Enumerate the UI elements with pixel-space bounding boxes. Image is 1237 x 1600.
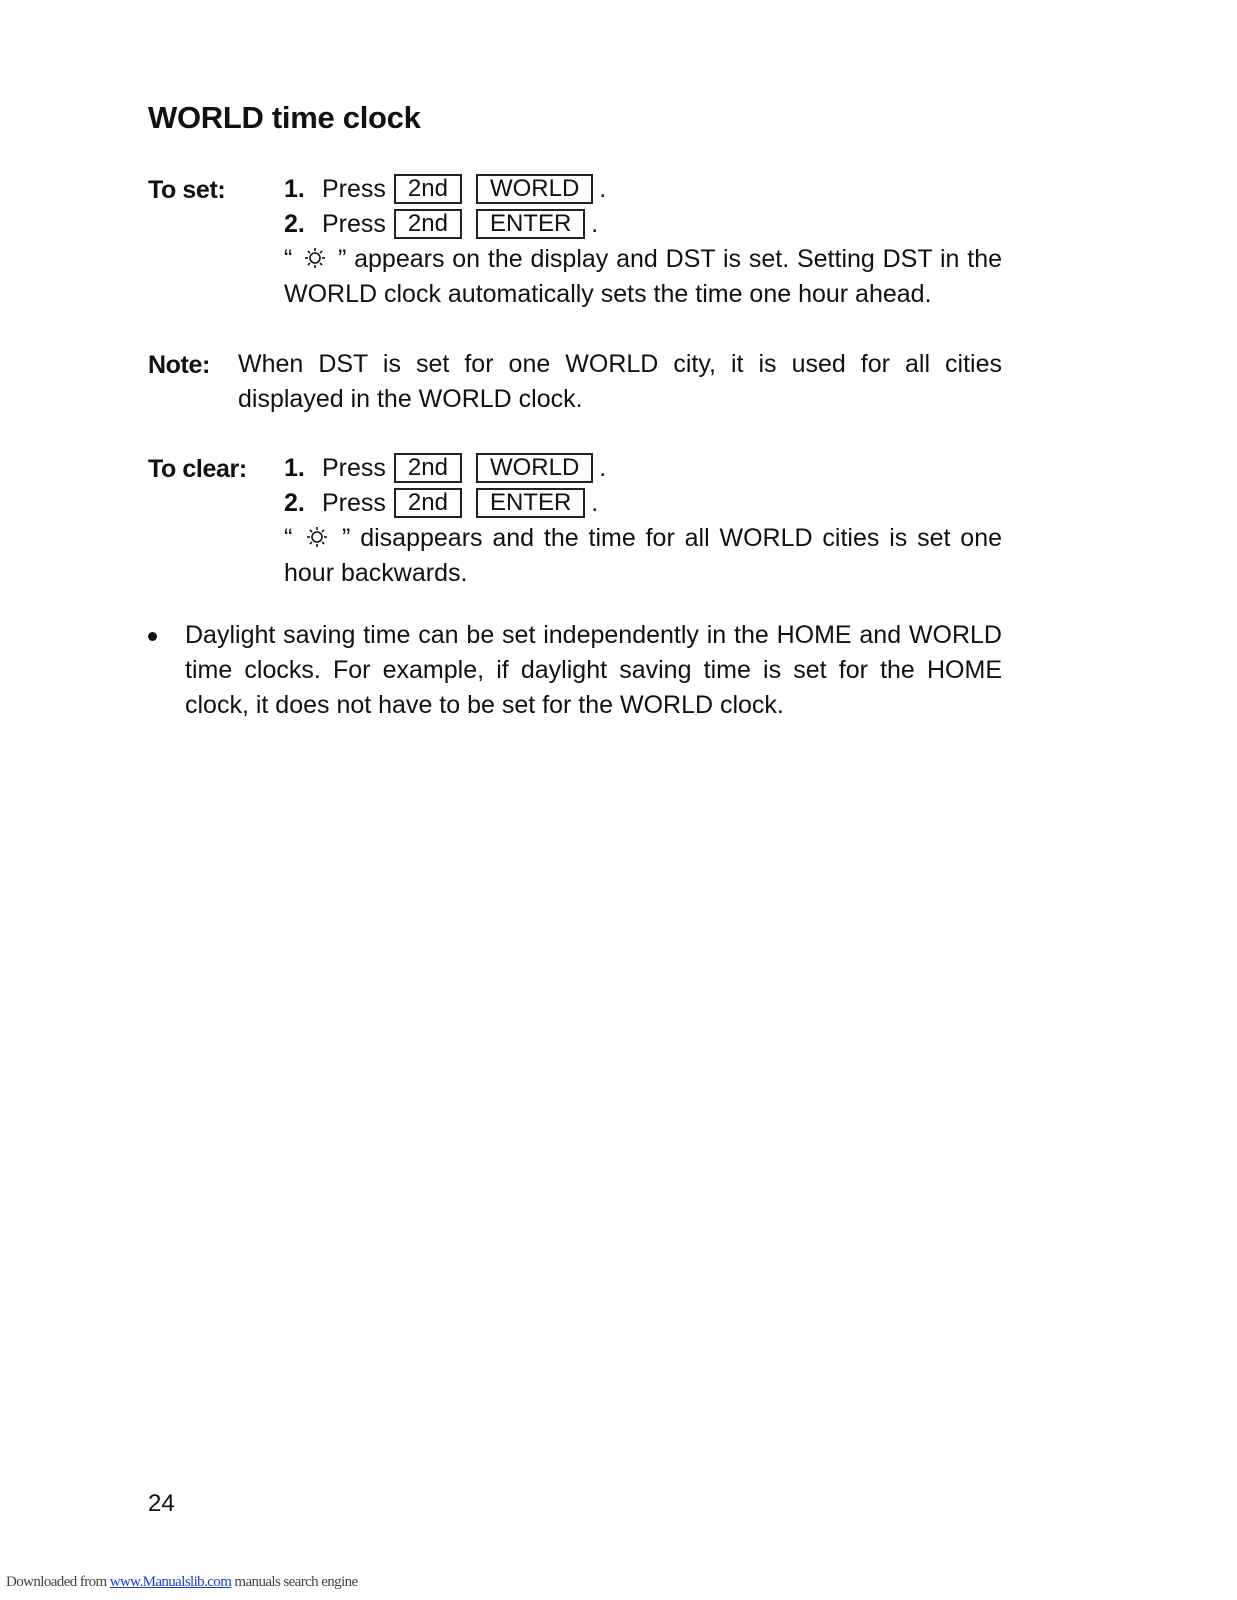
step-end: . (599, 175, 607, 203)
key-2nd: 2nd (394, 209, 462, 239)
key-world: WORLD (476, 453, 593, 483)
set-description-text: ” appears on the display and DST is set. Setting DST in the WORLD clock automatically sets the time one hour ahead. (284, 245, 1003, 308)
step-text: Press (322, 175, 386, 203)
step-end: . (591, 210, 599, 238)
open-quote: “ (284, 524, 293, 552)
step-number: 2. (284, 210, 305, 238)
step-number: 1. (284, 454, 305, 482)
page-number: 24 (148, 1490, 175, 1517)
key-2nd: 2nd (394, 453, 462, 483)
footer-link[interactable]: www.Manualslib.com (109, 1574, 232, 1590)
key-2nd: 2nd (394, 488, 462, 518)
sun-icon (304, 247, 326, 269)
key-enter: ENTER (476, 488, 585, 518)
set-step-1 (284, 172, 606, 207)
open-quote: “ (284, 245, 293, 273)
step-text: Press (322, 489, 386, 517)
key-enter: ENTER (476, 209, 585, 239)
note-text: When DST is set for one WORLD city, it is used for all cities displayed in the WORLD clock. (238, 350, 1002, 413)
key-world: WORLD (476, 174, 593, 204)
footer (6, 1574, 358, 1591)
note-label: Note: (148, 351, 210, 379)
bullet-text: Daylight saving time can be set independently in the HOME and WORLD time clocks. For example, if daylight saving time is set for the HOME clock, it does not have to be set for the WORLD clock. (185, 621, 1002, 719)
page-title: WORLD time clock (148, 100, 421, 135)
footer-suffix: manuals search engine (231, 1574, 358, 1590)
step-text: Press (322, 454, 386, 482)
clear-step-2 (284, 486, 598, 521)
set-description (284, 242, 1002, 312)
step-end: . (591, 489, 599, 517)
clear-description (284, 521, 1002, 591)
sun-icon (306, 526, 328, 548)
set-step-2 (284, 207, 598, 242)
footer-prefix: Downloaded from (6, 1574, 110, 1590)
bullet-dot (148, 632, 157, 641)
step-end: . (599, 454, 607, 482)
to-set-label: To set: (148, 176, 226, 204)
step-number: 1. (284, 175, 305, 203)
to-clear-label: To clear: (148, 455, 247, 483)
step-number: 2. (284, 489, 305, 517)
clear-description-text: ” disappears and the time for all WORLD cities is set one hour backwards. (284, 524, 1003, 587)
clear-step-1 (284, 451, 606, 486)
step-text: Press (322, 210, 386, 238)
key-2nd: 2nd (394, 174, 462, 204)
